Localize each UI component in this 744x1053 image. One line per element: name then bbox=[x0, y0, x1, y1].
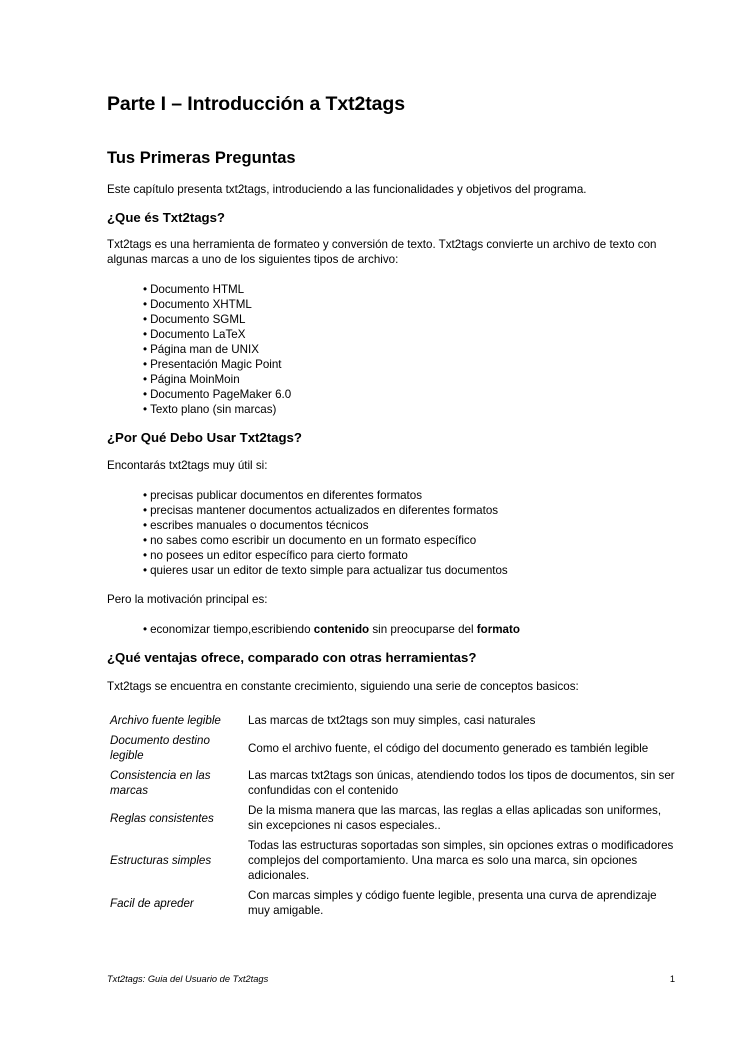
intro-paragraph: Este capítulo presenta txt2tags, introduciendo a las funcionalidades y objetivos del programa. bbox=[107, 183, 587, 196]
concept-description: Como el archivo fuente, el código del documento generado es también legible bbox=[248, 741, 649, 755]
list-item: • Documento SGML bbox=[143, 312, 677, 327]
concept-description: De la misma manera que las marcas, las reglas a ellas aplicadas son uniformes, sin excepciones ni casos especiales.. bbox=[248, 804, 662, 832]
page-content bbox=[107, 92, 677, 921]
list-item: • precisas mantener documentos actualizados en diferentes formatos bbox=[143, 503, 677, 518]
section-paragraph: Txt2tags se encuentra en constante crecimiento, siguiendo una serie de conceptos basicos: bbox=[107, 680, 579, 693]
list-item: • no sabes como escribir un documento en un formato específico bbox=[143, 533, 677, 548]
concept-description: Con marcas simples y código fuente legible, presenta una curva de aprendizaje muy amigable. bbox=[248, 889, 657, 917]
list-item: • Documento HTML bbox=[143, 282, 677, 297]
list-item: • Texto plano (sin marcas) bbox=[143, 402, 677, 417]
footer-text: Txt2tags: Guia del Usuario de Txt2tags bbox=[107, 974, 269, 984]
page-number: 1 bbox=[669, 974, 675, 984]
concept-term: Reglas consistentes bbox=[110, 811, 214, 825]
concept-term: Documento destino legible bbox=[110, 734, 210, 762]
list-item: • quieres usar un editor de texto simple para actualizar tus documentos bbox=[143, 563, 677, 578]
file-types-list bbox=[107, 282, 677, 417]
section-title-por-que: ¿Por Qué Debo Usar Txt2tags? bbox=[107, 430, 302, 445]
use-cases-list bbox=[107, 488, 677, 578]
table-row bbox=[107, 731, 677, 766]
concept-term: Estructuras simples bbox=[110, 854, 212, 867]
concept-description: Las marcas de txt2tags son muy simples, casi naturales bbox=[248, 714, 536, 727]
concept-description: Las marcas txt2tags son únicas, atendiendo todos los tipos de documentos, sin ser confundidas con el contenido bbox=[248, 769, 675, 797]
table-row bbox=[107, 766, 677, 801]
chapter-title: Tus Primeras Preguntas bbox=[107, 149, 296, 167]
list-item: • Página MoinMoin bbox=[143, 372, 677, 387]
main-motivation-list bbox=[107, 622, 677, 637]
list-item: • escribes manuales o documentos técnicos bbox=[143, 518, 677, 533]
table-row bbox=[107, 836, 677, 886]
part-title: Parte I – Introducción a Txt2tags bbox=[107, 93, 405, 115]
table-row bbox=[107, 711, 677, 731]
section-paragraph: Encontarás txt2tags muy útil si: bbox=[107, 459, 268, 472]
section-paragraph: Pero la motivación principal es: bbox=[107, 593, 268, 606]
concept-term: Consistencia en las marcas bbox=[110, 769, 211, 797]
table-row bbox=[107, 886, 677, 921]
list-item: • Documento PageMaker 6.0 bbox=[143, 387, 677, 402]
list-item: • Página man de UNIX bbox=[143, 342, 677, 357]
concept-description: Todas las estructuras soportadas son simples, sin opciones extras o modificadores complejos del comportamiento. Una marca es solo una marca, sin opciones adicionales. bbox=[248, 839, 674, 882]
page-footer bbox=[107, 974, 675, 984]
list-item: • precisas publicar documentos en diferentes formatos bbox=[143, 488, 677, 503]
list-item: • no posees un editor específico para cierto formato bbox=[143, 548, 677, 563]
section-paragraph: Txt2tags es una herramienta de formateo y conversión de texto. Txt2tags convierte un archivo de texto con algunas marcas a uno de los siguientes tipos de archivo: bbox=[107, 238, 657, 266]
list-item: • Presentación Magic Point bbox=[143, 357, 677, 372]
list-item: • Documento LaTeX bbox=[143, 327, 677, 342]
section-title-que-es: ¿Que és Txt2tags? bbox=[107, 210, 225, 225]
list-item: • Documento XHTML bbox=[143, 297, 677, 312]
concepts-table bbox=[107, 711, 677, 921]
section-title-ventajas: ¿Qué ventajas ofrece, comparado con otras herramientas? bbox=[107, 650, 477, 665]
concept-term: Archivo fuente legible bbox=[110, 714, 221, 727]
list-item: • economizar tiempo,escribiendo contenido sin preocuparse del formato bbox=[143, 622, 677, 637]
concept-term: Facil de apreder bbox=[110, 896, 194, 910]
table-row bbox=[107, 801, 677, 836]
